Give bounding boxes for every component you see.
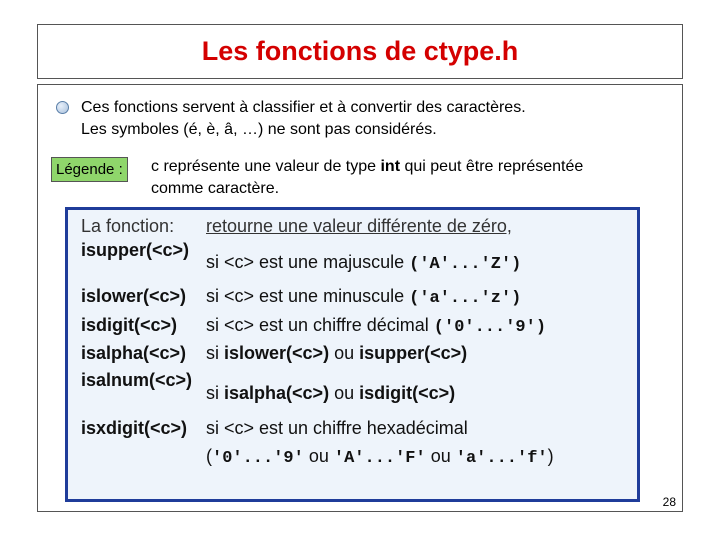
legend-type: int bbox=[380, 158, 401, 175]
legend-line-2: comme caractère. bbox=[151, 180, 280, 197]
intro-line-2: Les symboles (é, è, â, …) ne sont pas considérés. bbox=[81, 121, 437, 138]
table-row-desc: si <c> est un chiffre hexadécimal bbox=[206, 418, 468, 438]
table-header-left: La fonction: bbox=[81, 216, 175, 236]
title-box bbox=[37, 24, 683, 79]
table-row-desc: si <c> est un chiffre décimal ('0'...'9') bbox=[206, 315, 547, 337]
table-row-desc-line2: ('0'...'9' ou 'A'...'F' ou 'a'...'f') bbox=[206, 446, 554, 468]
slide-title: Les fonctions de ctype.h bbox=[201, 36, 519, 66]
function-table bbox=[65, 207, 640, 502]
bullet-icon bbox=[56, 101, 69, 114]
page-number: 28 bbox=[662, 495, 676, 509]
table-row-name: isalnum(<c>) bbox=[81, 370, 193, 390]
table-header-right: retourne une valeur différente de zéro, bbox=[206, 216, 512, 236]
table-row-name: isdigit(<c>) bbox=[81, 315, 178, 335]
table-row-name: isxdigit(<c>) bbox=[81, 418, 188, 438]
table-row-desc: si <c> est une majuscule ('A'...'Z') bbox=[206, 252, 522, 274]
legend-text: c représente une valeur de type int qui peut être représentée comme caractère. bbox=[151, 156, 661, 200]
table-row-name: islower(<c>) bbox=[81, 286, 187, 306]
legend-label: Légende : bbox=[51, 157, 128, 182]
table-row-name: isupper(<c>) bbox=[81, 240, 190, 260]
intro-bullet bbox=[56, 97, 526, 141]
table-row-desc: si <c> est une minuscule ('a'...'z') bbox=[206, 286, 522, 308]
intro-line-1: Ces fonctions servent à classifier et à convertir des caractères. bbox=[81, 99, 526, 116]
table-row-name: isalpha(<c>) bbox=[81, 343, 187, 363]
table-row-desc: si islower(<c>) ou isupper(<c>) bbox=[206, 343, 468, 363]
content-box bbox=[37, 84, 683, 512]
table-row-desc: si isalpha(<c>) ou isdigit(<c>) bbox=[206, 383, 456, 403]
